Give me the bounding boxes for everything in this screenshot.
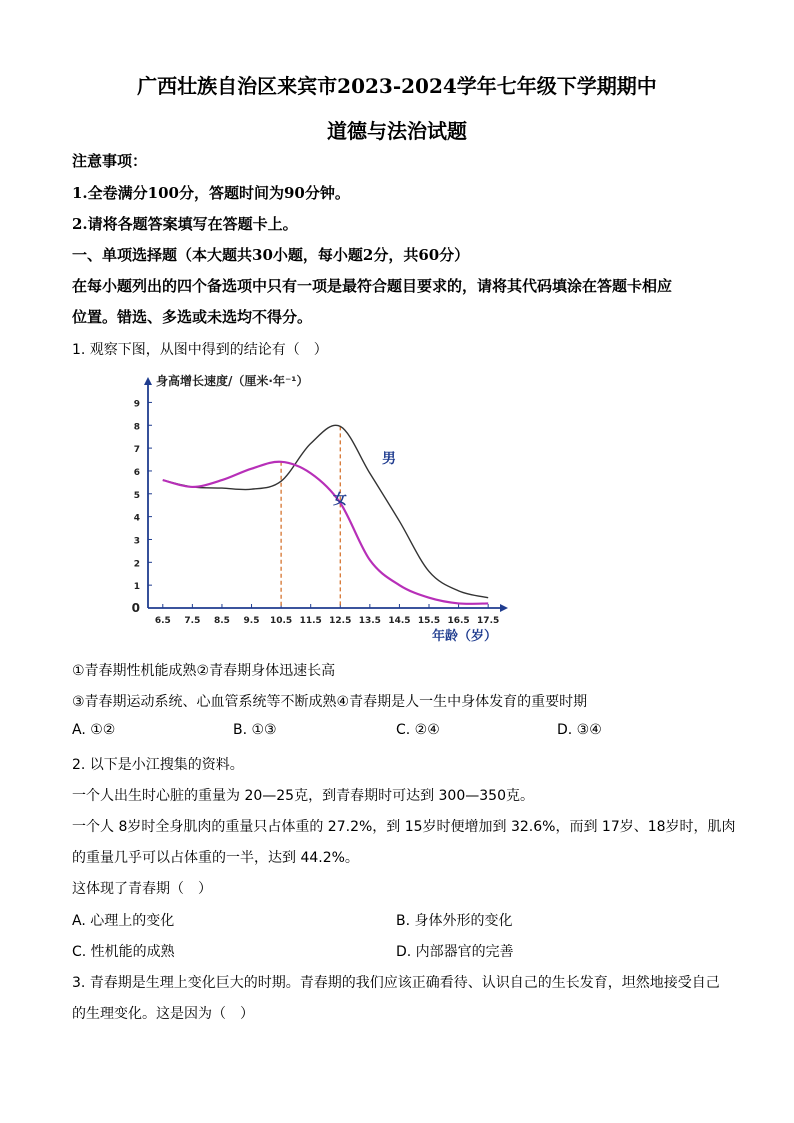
x-tick-label: 11.5: [299, 616, 322, 626]
y-tick-label: 6: [133, 467, 140, 478]
series-label-male: 男: [382, 451, 396, 467]
x-tick-label: 15.5: [417, 616, 441, 626]
question-1-option-a[interactable]: A. ①②: [72, 722, 116, 738]
question-2-option-a[interactable]: A. 心理上的变化: [72, 913, 175, 929]
x-tick-label: 12.5: [329, 616, 352, 626]
x-tick-label: 8.5: [213, 616, 230, 626]
growth-rate-chart: [120, 366, 520, 648]
question-2-option-b[interactable]: B. 身体外形的变化: [396, 913, 513, 929]
y-axis-arrow: [144, 377, 152, 385]
x-tick-label: 9.5: [243, 616, 260, 626]
series-line-male: [163, 425, 488, 597]
section-instruction-line-1: 在每小题列出的四个备选项中只有一项是最符合题目要求的，请将其代码填涂在答题卡相应: [72, 277, 673, 295]
y-tick-label: 0: [131, 601, 140, 615]
y-tick-label: 1: [133, 582, 140, 593]
x-tick-label: 17.5: [477, 616, 500, 626]
y-tick-label: 3: [133, 536, 140, 547]
x-axis-label: 年龄（岁）: [432, 629, 498, 644]
question-1-statements-line-2: ③青春期运动系统、心血管系统等不断成熟④青春期是人一生中身体发育的重要时期: [72, 694, 588, 710]
question-3-stem-line-1: 3. 青春期是生理上变化巨大的时期。青春期的我们应该正确看待、认识自己的生长发育，坦然地接受自己: [72, 975, 720, 991]
y-tick-label: 4: [133, 513, 140, 524]
question-1-option-c[interactable]: C. ②④: [396, 722, 440, 738]
y-tick-label: 5: [133, 490, 140, 501]
x-tick-label: 6.5: [154, 616, 171, 626]
x-tick-label: 13.5: [358, 616, 381, 626]
notes-item-2: 2.请将各题答案填写在答题卡上。: [72, 215, 298, 233]
question-2-prompt: 这体现了青春期（ ）: [72, 881, 212, 897]
section-instruction-line-2: 位置。错选、多选或未选均不得分。: [72, 308, 313, 326]
question-2-paragraph-1: 一个人出生时心脏的重量为 20—25克，到青春期时可达到 300—350克。: [72, 788, 534, 804]
question-1-statements-line-1: ①青春期性机能成熟②青春期身体迅速长高: [72, 663, 336, 679]
page-subtitle: 道德与法治试题: [327, 119, 467, 143]
question-2-option-c[interactable]: C. 性机能的成熟: [72, 944, 175, 960]
y-tick-label: 2: [133, 559, 140, 570]
question-1-option-b[interactable]: B. ①③: [233, 722, 277, 738]
question-2-paragraph-2-line-1: 一个人 8岁时全身肌肉的重量只占体重的 27.2%，到 15岁时便增加到 32.6%，而到 17岁、18岁时，肌肉: [72, 819, 736, 835]
x-axis-arrow: [500, 604, 508, 612]
x-tick-label: 16.5: [447, 616, 470, 626]
x-tick-label: 10.5: [269, 616, 293, 626]
notes-item-1: 1.全卷满分100分，答题时间为90分钟。: [72, 184, 350, 202]
question-2-option-d[interactable]: D. 内部器官的完善: [396, 944, 514, 960]
y-tick-label: 7: [133, 445, 140, 456]
x-tick-label: 14.5: [388, 616, 411, 626]
question-2-paragraph-2-line-2: 的重量几乎可以占体重的一半，达到 44.2%。: [72, 850, 359, 866]
y-axis-label: 身高增长速度/（厘米·年⁻¹）: [156, 374, 309, 388]
series-line-female: [163, 462, 488, 604]
notes-heading: 注意事项：: [72, 152, 148, 170]
question-2-stem: 2. 以下是小江搜集的资料。: [72, 757, 244, 773]
page-title: 广西壮族自治区来宾市2023-2024学年七年级下学期期中: [137, 74, 657, 98]
series-label-female: 女: [333, 492, 347, 508]
question-1-stem: 1. 观察下图，从图中得到的结论有（ ）: [72, 342, 328, 358]
y-tick-label: 8: [133, 422, 140, 433]
question-3-stem-line-2: 的生理变化。这是因为（ ）: [72, 1006, 254, 1022]
x-tick-label: 7.5: [184, 616, 201, 626]
question-1-option-d[interactable]: D. ③④: [557, 722, 602, 738]
section-heading: 一、单项选择题（本大题共30小题，每小题2分，共60分）: [72, 246, 470, 264]
y-tick-label: 9: [133, 399, 140, 410]
